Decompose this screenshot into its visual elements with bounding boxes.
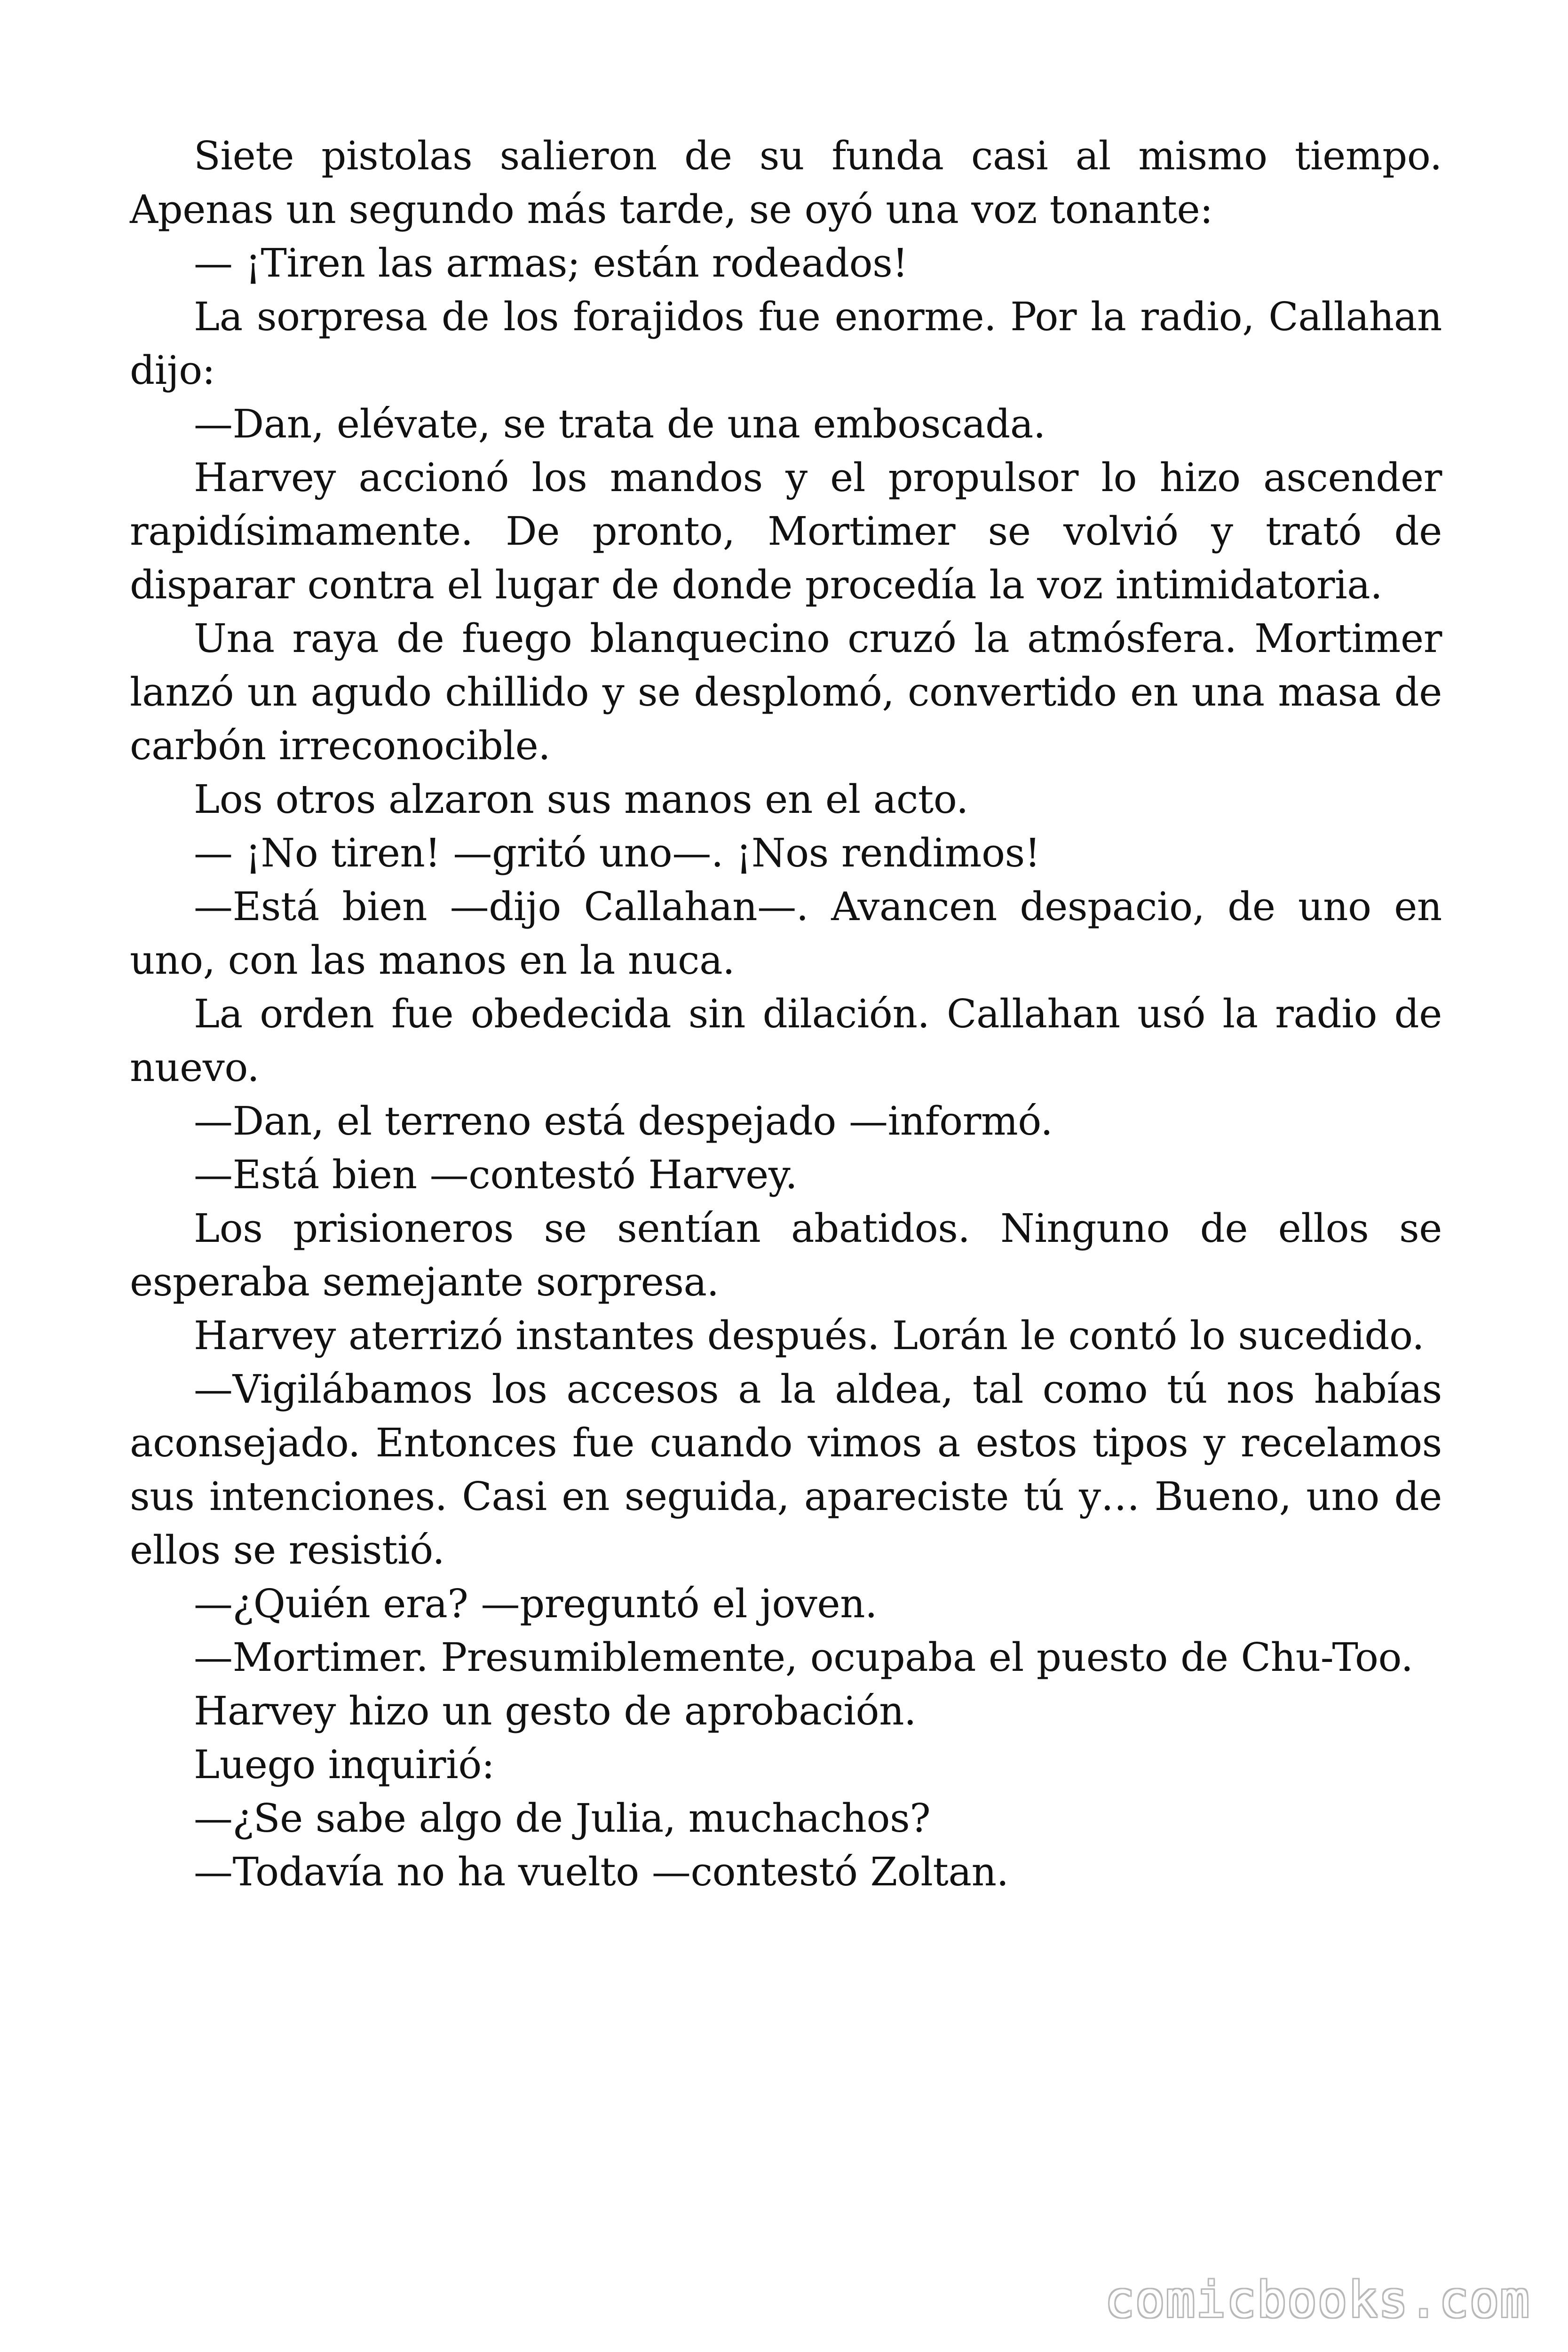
paragraph: Harvey aterrizó instantes después. Lorán le contó lo sucedido. <box>194 1313 1425 1359</box>
paragraph: —Dan, elévate, se trata de una emboscada. <box>194 401 1045 447</box>
paragraph: La sorpresa de los forajidos fue enorme. Por la radio, Callahan dijo: <box>130 294 1442 393</box>
paragraph: —Está bien —dijo Callahan—. Avancen despacio, de uno en uno, con las manos en la nuca. <box>130 884 1442 983</box>
paragraph: Los otros alzaron sus manos en el acto. <box>194 777 968 822</box>
paragraph: Siete pistolas salieron de su funda casi al mismo tiempo. Apenas un segundo más tarde, se oyó una voz tonante: <box>130 133 1442 232</box>
paragraph: Una raya de fuego blanquecino cruzó la atmósfera. Mortimer lanzó un agudo chillido y se desplomó, convertido en una masa de carbón irreconocible. <box>130 616 1442 769</box>
paragraph: Harvey hizo un gesto de aprobación. <box>194 1688 917 1734</box>
paragraph: —¿Quién era? —preguntó el joven. <box>194 1581 878 1627</box>
paragraph: —¿Se sabe algo de Julia, muchachos? <box>194 1796 931 1841</box>
paragraph: —Dan, el terreno está despejado —informó. <box>194 1098 1053 1144</box>
paragraph: — ¡No tiren! —gritó uno—. ¡Nos rendimos! <box>194 830 1040 876</box>
paragraph: Los prisioneros se sentían abatidos. Ninguno de ellos se esperaba semejante sorpresa. <box>130 1206 1442 1305</box>
paragraph: Luego inquirió: <box>194 1742 495 1788</box>
paragraph: —Mortimer. Presumiblemente, ocupaba el puesto de Chu-Too. <box>194 1635 1413 1680</box>
paragraph: Harvey accionó los mandos y el propulsor lo hizo ascender rapidísimamente. De pronto, Mortimer se volvió y trató de disparar contra el lugar de donde procedía la voz intimidatoria. <box>130 455 1442 608</box>
paragraph: —Está bien —contestó Harvey. <box>194 1152 798 1198</box>
watermark-logo: comicbooks.com <box>1105 2271 1530 2328</box>
page-body <box>130 129 1442 1899</box>
paragraph: —Todavía no ha vuelto —contestó Zoltan. <box>194 1849 1009 1895</box>
paragraph: —Vigilábamos los accesos a la aldea, tal como tú nos habías aconsejado. Entonces fue cuando vimos a estos tipos y recelamos sus intenciones. Casi en seguida, apareciste tú y… Bueno, uno de ellos se resistió. <box>130 1367 1442 1573</box>
paragraph: La orden fue obedecida sin dilación. Callahan usó la radio de nuevo. <box>130 991 1442 1090</box>
paragraph: — ¡Tiren las armas; están rodeados! <box>194 240 908 286</box>
